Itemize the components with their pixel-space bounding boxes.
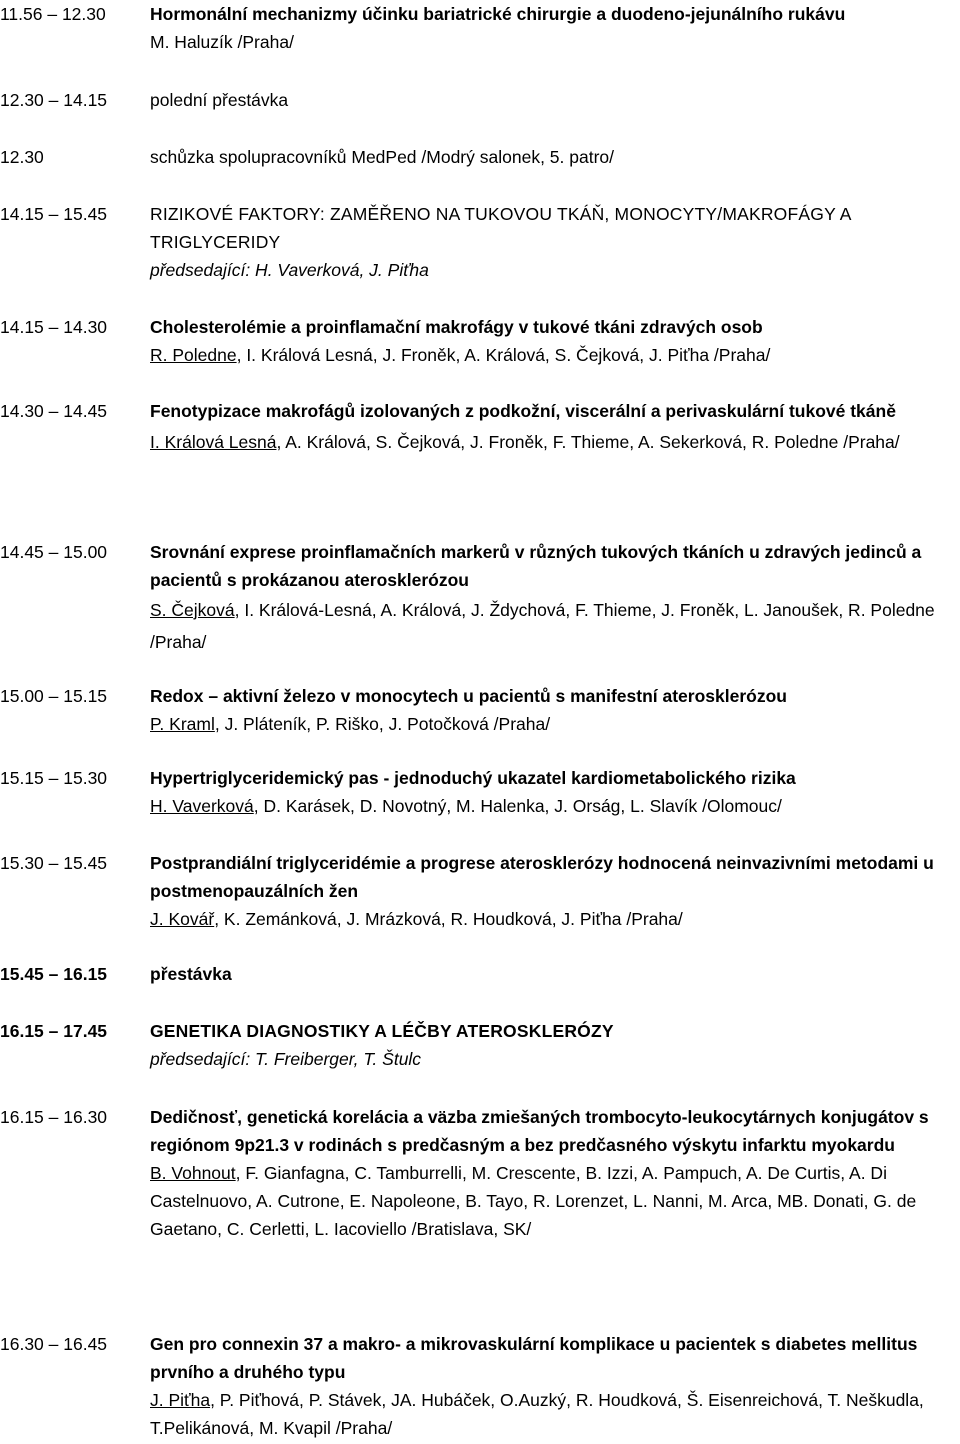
entry-authors [150,1159,956,1243]
entry-time: 14.15 – 14.30 [0,317,108,337]
entry-presenter: I. Králová Lesná [150,432,277,452]
entry-time: 15.30 – 15.45 [0,853,108,873]
entry-title: Srovnání exprese proinflamačních markerů v různých tukových tkáních u zdravých jedinců a pacientů s prokázanou aterosklerózou [150,542,922,590]
entry-coauthors: , I. Králová Lesná, J. Froněk, A. Králová, S. Čejková, J. Piťha /Praha/ [236,345,771,365]
session-chairs: předsedající: T. Freiberger, T. Štulc [150,1049,422,1069]
entry-authors [150,341,956,369]
entry-coauthors: , P. Piťhová, P. Stávek, JA. Hubáček, O.Auzký, R. Houdková, Š. Eisenreichová, T. Neškudla, T.Pelikánová, M. Kvapil /Praha/ [150,1390,924,1438]
entry-content [150,849,956,933]
entry-title: Hormonální mechanizmy účinku bariatrické chirurgie a duodeno-jejunálního rukávu [150,4,846,24]
session-chairs: předsedající: H. Vaverková, J. Piťha [150,260,429,280]
entry-title: Dedičnosť, genetická korelácia a väzba zmiešaných trombocyto-leukocytárnych konjugátov s regiónom 9p21.3 v rodinách s predčasným a bez predčasného výskytu infarktu myokardu [150,1107,929,1155]
entry-authors [150,905,956,933]
entry-content [150,960,956,988]
entry-time: 14.30 – 14.45 [0,401,108,421]
entry-title: Hypertriglyceridemický pas - jednoduchý ukazatel kardiometabolického rizika [150,768,796,788]
entry-presenter: R. Poledne [150,345,237,365]
entry-coauthors: M. Haluzík /Praha/ [150,32,294,52]
entry-coauthors: , D. Karásek, D. Novotný, M. Halenka, J. Orság, L. Slavík /Olomouc/ [253,796,782,816]
entry-presenter: J. Piťha [150,1390,211,1410]
entry-title: přestávka [150,964,232,984]
entry-presenter: S. Čejková [150,600,235,620]
entry-content [150,682,956,738]
entry-content [150,1330,956,1442]
entry-authors [150,594,956,658]
entry-time: 12.30 [0,147,44,167]
entry-coauthors: , J. Pláteník, P. Riško, J. Potočková /Praha/ [214,714,551,734]
entry-title: Redox – aktivní železo v monocytech u pacientů s manifestní aterosklerózou [150,686,787,706]
entry-presenter: B. Vohnout [150,1163,236,1183]
entry-content [150,86,956,114]
entry-content [150,764,956,820]
entry-content [150,313,956,369]
entry-time: 16.15 – 17.45 [0,1021,108,1041]
entry-time: 15.00 – 15.15 [0,686,108,706]
entry-title: Cholesterolémie a proinflamační makrofágy v tukové tkáni zdravých osob [150,317,763,337]
entry-time: 16.15 – 16.30 [0,1107,108,1127]
entry-title: Fenotypizace makrofágů izolovaných z podkožní, viscerální a perivaskulární tukové tkáně [150,401,896,421]
entry-time: 14.45 – 15.00 [0,542,108,562]
entry-title: Postprandiální triglyceridémie a progrese aterosklerózy hodnocená neinvazivními metodami u postmenopauzálních žen [150,853,934,901]
entry-title: Gen pro connexin 37 a makro- a mikrovaskulární komplikace u pacientek s diabetes mellitus prvního a druhého typu [150,1334,918,1382]
entry-presenter: H. Vaverková [150,796,254,816]
entry-authors [150,426,956,458]
session-title: GENETIKA DIAGNOSTIKY A LÉČBY ATEROSKLERÓZY [150,1021,614,1041]
entry-time: 12.30 – 14.15 [0,90,108,110]
entry-content [150,200,956,284]
entry-authors [150,792,956,820]
entry-coauthors: , K. Zemánková, J. Mrázková, R. Houdková, J. Piťha /Praha/ [214,909,683,929]
entry-content [150,0,956,56]
entry-presenter: P. Kraml [150,714,215,734]
entry-content [150,397,956,458]
entry-time: 11.56 – 12.30 [0,4,106,24]
entry-title: schůzka spolupracovníků MedPed /Modrý salonek, 5. patro/ [150,147,614,167]
entry-authors [150,1386,956,1442]
session-title: RIZIKOVÉ FAKTORY: ZAMĚŘENO NA TUKOVOU TKÁŇ, MONOCYTY/MAKROFÁGY A TRIGLYCERIDY [150,204,851,252]
entry-time: 16.30 – 16.45 [0,1334,108,1354]
entry-time: 14.15 – 15.45 [0,204,108,224]
entry-coauthors: , F. Gianfagna, C. Tamburrelli, M. Crescente, B. Izzi, A. Pampuch, A. De Curtis, A. Di Castelnuovo, A. Cutrone, E. Napoleone, B. Tayo, R. Lorenzet, L. Nanni, M. Arca, MB. Donati, G. de Gaetano, C. Cerletti, L. Iacoviello /Bratislava, SK/ [150,1163,917,1239]
entry-authors [150,710,956,738]
entry-time: 15.45 – 16.15 [0,964,108,984]
entry-coauthors: , I. Králová-Lesná, A. Králová, J. Ždychová, F. Thieme, J. Froněk, L. Janoušek, R. Poledne /Praha/ [150,600,935,652]
entry-content [150,1017,956,1073]
entry-authors [150,28,956,56]
entry-coauthors: , A. Králová, S. Čejková, J. Froněk, F. Thieme, A. Sekerková, R. Poledne /Praha/ [276,432,900,452]
entry-time: 15.15 – 15.30 [0,768,108,788]
entry-content [150,1103,956,1243]
entry-title: polední přestávka [150,90,289,110]
entry-content [150,143,956,171]
entry-content [150,538,956,658]
entry-presenter: J. Kovář [150,909,215,929]
